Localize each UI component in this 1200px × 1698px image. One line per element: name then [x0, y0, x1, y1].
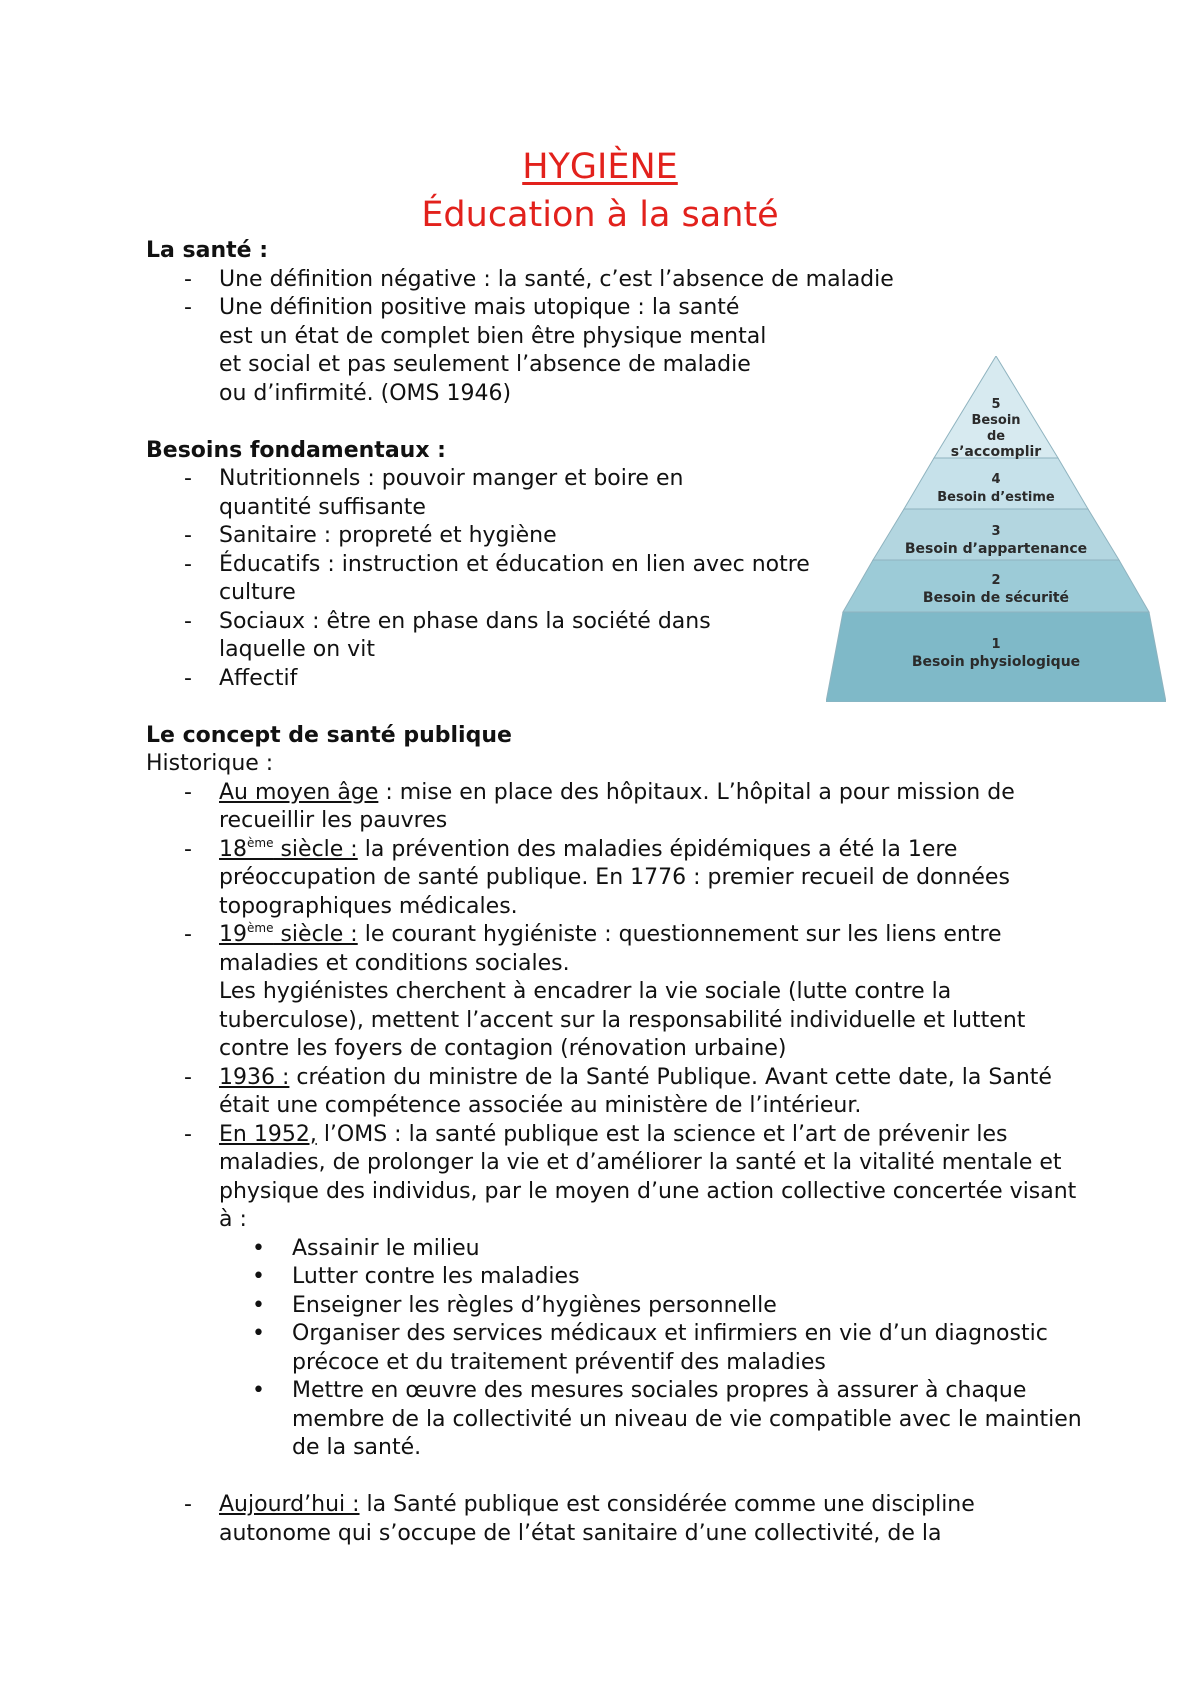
pyramid-label-1: Besoin physiologique	[911, 654, 1081, 670]
historique-item-19e	[219, 921, 1086, 1064]
historique-list	[146, 779, 1086, 1549]
concept-heading: Le concept de santé publique	[146, 722, 512, 748]
besoin-item-affectif: - Affectif	[219, 665, 779, 694]
s19-text2: Les hygiénistes cherchent à encadrer la vie sociale (lutte contre la tuberculose), mettent l’accent sur la responsabilité individuelle et luttent contre les foyers de contagion (rénovation urbaine)	[219, 979, 1026, 1061]
sante-item-negative: - Une définition négative : la santé, c’est l’absence de maladie	[219, 266, 979, 295]
oms-objective-4: • Organiser des services médicaux et infirmiers en vie d’un diagnostic précoce et du traitement préventif des maladies	[292, 1320, 1086, 1377]
historique-subheading: Historique :	[146, 751, 274, 776]
pyramid-num-4: 4	[991, 472, 1001, 487]
moyen-age-text: : mise en place des hôpitaux. L’hôpital a pour mission de recueillir les pauvres	[219, 779, 1015, 833]
besoin-item-educatifs: - Éducatifs : instruction et éducation en lien avec notre culture	[219, 551, 849, 608]
pyramid-num-2: 2	[991, 573, 1001, 588]
aujourdhui-label: Aujourd’hui :	[219, 1492, 360, 1517]
page-subtitle: Éducation à la santé	[421, 195, 779, 235]
s18-sup: ème	[247, 835, 274, 850]
sante-item-positive	[219, 294, 779, 408]
pyramid-label-5b: de	[986, 429, 1006, 444]
s19-text: le courant hygiéniste : questionnement sur les liens entre maladies et conditions sociales.	[219, 922, 1002, 976]
s18-text: la prévention des maladies épidémiques a été la 1ere préoccupation de santé publique. En 1776 : premier recueil de données topographiques médicales.	[219, 836, 1010, 919]
oms-objectives-list	[219, 1235, 1086, 1463]
s18-num: 18	[219, 836, 247, 862]
historique-item-1952	[219, 1121, 1086, 1492]
s19-label-text: siècle :	[273, 922, 358, 947]
historique-item-aujourdhui	[219, 1491, 1086, 1548]
s19-label	[219, 922, 358, 947]
historique-item-1936	[219, 1064, 1086, 1121]
y1952-text: l’OMS : la santé publique est la science et l’art de prévenir les maladies, de prolonger la vie et d’améliorer la santé et la vitalité mentale et physique des individus, par le moyen d’une action collective concertée visant à :	[219, 1121, 1077, 1232]
y1952-label: En 1952,	[219, 1121, 317, 1147]
y1936-label: 1936 :	[219, 1064, 290, 1090]
aujourdhui-text: la Santé publique est considérée comme une discipline autonome qui s’occupe de l’état sanitaire d’une collectivité, de la	[219, 1492, 975, 1546]
pyramid-label-3: Besoin d’appartenance	[904, 541, 1088, 557]
y1936-text: création du ministre de la Santé Publique. Avant cette date, la Santé était une compétence associée au ministère de l’intérieur.	[219, 1064, 1052, 1118]
pyramid-num-5: 5	[991, 397, 1001, 412]
s19-sup: ème	[247, 921, 274, 935]
s18-label	[219, 837, 358, 862]
oms-objective-5: • Mettre en œuvre des mesures sociales propres à assurer à chaque membre de la collectivité un niveau de vie compatible avec le maintien de la santé.	[292, 1377, 1086, 1463]
pyramid-label-4: Besoin d’estime	[937, 490, 1055, 505]
s19-num: 19	[219, 922, 247, 947]
besoins-list	[146, 465, 810, 693]
oms-objective-1: • Assainir le milieu	[292, 1235, 1086, 1264]
document-body	[146, 237, 1086, 1548]
sante-heading: La santé :	[146, 238, 269, 263]
sante-list	[146, 266, 979, 409]
pyramid-label-5a: Besoin	[971, 413, 1021, 428]
pyramid-label-5c: s’accomplir	[950, 444, 1042, 460]
s18-label-text: siècle :	[273, 836, 358, 862]
besoin-item-nutritionnels: - Nutritionnels : pouvoir manger et boire en quantité suffisante	[219, 465, 729, 522]
sante-item-positive-text: Une définition positive mais utopique : la santé est un état de complet bien être physique mental et social et pas seulement l’absence de maladie ou d’infirmité. (OMS 1946)	[219, 295, 767, 406]
besoin-item-sanitaire: - Sanitaire : propreté et hygiène	[219, 522, 779, 551]
historique-item-moyen-age	[219, 779, 1086, 836]
oms-objective-3: • Enseigner les règles d’hygiènes personnelle	[292, 1292, 1086, 1321]
moyen-age-label: Au moyen âge	[219, 779, 379, 805]
besoins-heading: Besoins fondamentaux :	[146, 437, 446, 463]
pyramid-num-1: 1	[991, 637, 1001, 652]
oms-objective-2: • Lutter contre les maladies	[292, 1263, 1086, 1292]
pyramid-num-3: 3	[991, 524, 1001, 539]
pyramid-label-2: Besoin de sécurité	[922, 590, 1070, 606]
historique-item-18e	[219, 836, 1086, 922]
besoin-item-sociaux: - Sociaux : être en phase dans la société dans laquelle on vit	[219, 608, 759, 665]
page-title: HYGIÈNE	[522, 147, 678, 187]
